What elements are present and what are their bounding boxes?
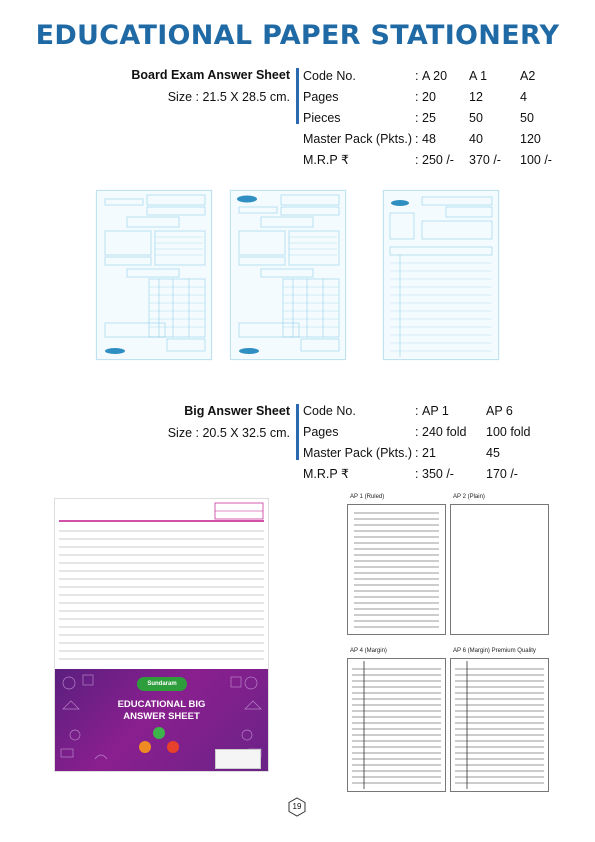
spec-row — [303, 464, 593, 484]
ap1-label: AP 1 (Ruled) — [350, 494, 385, 500]
spec-table-big-sheet — [303, 401, 593, 485]
badge-icon — [139, 741, 151, 753]
ap6-margin-premium-sheet — [450, 658, 549, 792]
answer-sheet-image-a1 — [230, 190, 346, 360]
spec-value: AP 6 — [486, 404, 513, 418]
spec-colon: : — [415, 132, 419, 146]
spec-row — [303, 129, 593, 149]
spec-row — [303, 108, 593, 128]
ruled-page-drawing — [55, 499, 268, 667]
spec-value: 100 /- — [520, 153, 552, 167]
product-size-big-sheet: Size : 20.5 X 32.5 cm. — [167, 426, 290, 440]
spec-row — [303, 66, 593, 86]
spec-value: 250 /- — [422, 153, 454, 167]
big-answer-sheet-image — [54, 498, 269, 772]
spec-colon: : — [415, 404, 419, 418]
spec-row — [303, 87, 593, 107]
spec-colon: : — [415, 425, 419, 439]
spec-value: 25 — [422, 111, 436, 125]
spec-value: 40 — [469, 132, 483, 146]
spec-value: 240 fold — [422, 425, 467, 439]
spec-row — [303, 443, 593, 463]
answer-sheet-drawing — [231, 191, 345, 359]
ap4-margin-sheet — [347, 658, 446, 792]
spec-colon: : — [415, 153, 419, 167]
spec-label: M.R.P ₹ — [303, 467, 349, 481]
spec-label: Code No. — [303, 69, 356, 83]
spec-value: A 20 — [422, 69, 448, 83]
spec-label: Code No. — [303, 404, 356, 418]
spec-colon: : — [415, 446, 419, 460]
ruled-lines — [348, 659, 445, 791]
spec-value: 48 — [422, 132, 436, 146]
spec-row — [303, 150, 593, 170]
ap2-label: AP 2 (Plain) — [453, 494, 485, 500]
barcode-label — [215, 749, 261, 769]
ap6-label: AP 6 (Margin) Premium Quality — [453, 648, 536, 654]
ap1-ruled-sheet — [347, 504, 446, 635]
spec-value: 120 — [520, 132, 541, 146]
spec-label: Master Pack (Pkts.) — [303, 132, 413, 146]
spec-value: 45 — [486, 446, 500, 460]
page-title: EDUCATIONAL PAPER STATIONERY — [35, 20, 560, 51]
spec-value: A2 — [520, 69, 536, 83]
brand-logo: Sundaram — [137, 677, 187, 691]
product-name-board-exam: Board Exam Answer Sheet — [131, 68, 290, 82]
accent-bar — [296, 404, 299, 460]
spec-value: A 1 — [469, 69, 488, 83]
spec-table-board-exam — [303, 66, 593, 170]
spec-value: 12 — [469, 90, 483, 104]
spec-colon: : — [415, 69, 419, 83]
spec-colon: : — [415, 90, 419, 104]
spec-label: Pages — [303, 425, 339, 439]
spec-colon: : — [415, 467, 419, 481]
badge-icon — [167, 741, 179, 753]
spec-value: 350 /- — [422, 467, 454, 481]
spec-value: AP 1 — [422, 404, 449, 418]
answer-sheet-drawing — [384, 191, 498, 359]
spec-value: 370 /- — [469, 153, 501, 167]
spec-value: 100 fold — [486, 425, 531, 439]
ruled-lines — [451, 659, 548, 791]
answer-sheet-image-a20 — [96, 190, 212, 360]
spec-row — [303, 422, 593, 442]
spec-value: 50 — [469, 111, 483, 125]
spec-colon: : — [415, 111, 419, 125]
product-size-board-exam: Size : 21.5 X 28.5 cm. — [167, 90, 290, 104]
spec-value: 50 — [520, 111, 534, 125]
badge-icon — [153, 727, 165, 739]
spec-label: M.R.P ₹ — [303, 153, 349, 167]
spec-label: Master Pack (Pkts.) — [303, 446, 413, 460]
cover-title-line1: EDUCATIONAL BIG — [117, 699, 206, 710]
page-number-badge — [287, 797, 307, 817]
cover-panel — [55, 669, 268, 771]
spec-label: Pages — [303, 90, 339, 104]
accent-bar — [296, 68, 299, 124]
ap4-label: AP 4 (Margin) — [350, 648, 387, 654]
spec-value: 170 /- — [486, 467, 518, 481]
cover-title-line2: ANSWER SHEET — [123, 711, 200, 722]
spec-value: 20 — [422, 90, 436, 104]
product-name-big-sheet: Big Answer Sheet — [184, 404, 290, 418]
ap2-plain-sheet — [450, 504, 549, 635]
spec-label: Pieces — [303, 111, 341, 125]
spec-value: 4 — [520, 90, 527, 104]
page-number: 19 — [292, 802, 302, 811]
spec-row — [303, 401, 593, 421]
answer-sheet-drawing — [97, 191, 211, 359]
spec-value: 21 — [422, 446, 436, 460]
ruled-lines — [348, 505, 445, 634]
answer-sheet-image-a2 — [383, 190, 499, 360]
